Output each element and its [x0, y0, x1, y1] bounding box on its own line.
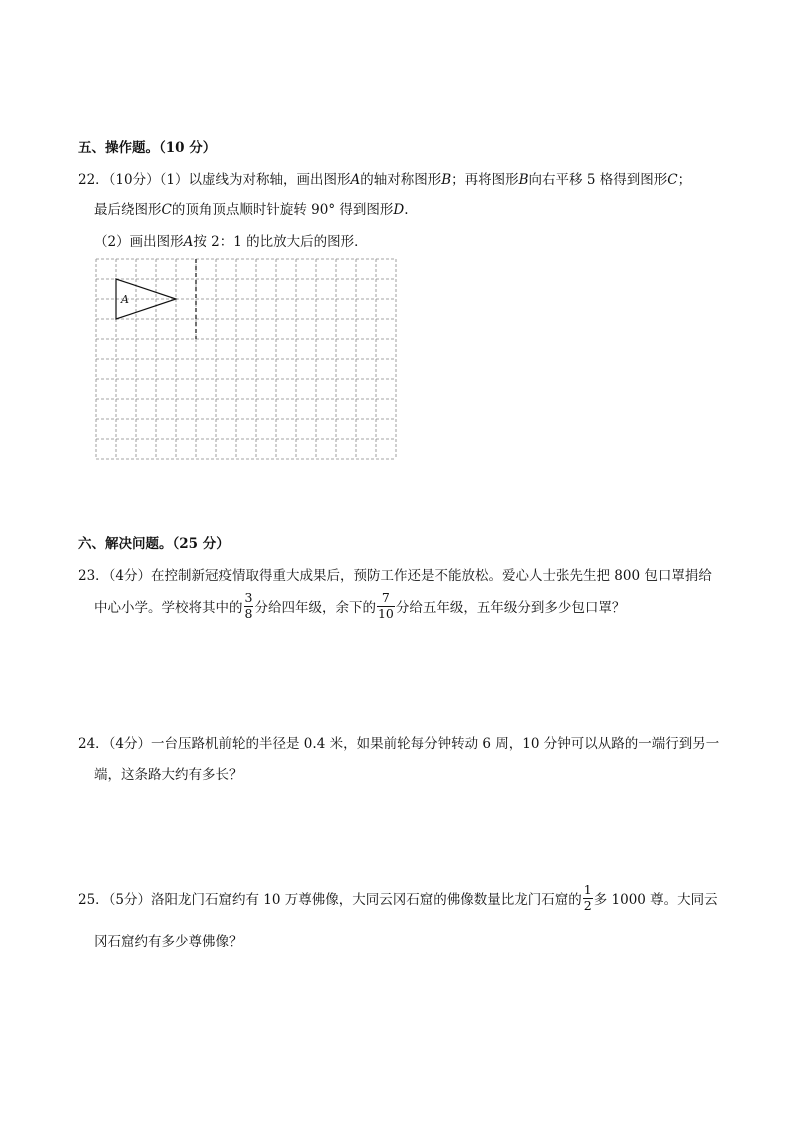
q22-var: C — [161, 202, 172, 218]
q22-text: 22．（10分）（1）以虚线为对称轴，画出图形 — [78, 172, 351, 188]
q23-text: 分给五年级，五年级分到多少包口罩？ — [395, 600, 626, 616]
q25-text: 多 1000 尊。大同云 — [593, 892, 718, 908]
fraction-numerator: 1 — [583, 882, 592, 897]
q23-line1: 23．（4分）在控制新冠疫情取得重大成果后，预防工作还是不能放松。爱心人士张先生把 800 包口罩捐给 — [78, 568, 712, 584]
shape-a-label: A — [121, 293, 129, 306]
grid-lines — [96, 259, 396, 459]
section5-heading: 五、操作题。（10 分） — [78, 140, 217, 156]
q22-var: A — [350, 172, 361, 188]
fraction-denominator: 10 — [377, 605, 394, 621]
fraction-denominator: 8 — [244, 605, 253, 621]
fraction-three-eighths — [244, 592, 254, 620]
q24-line1: 24．（4分）一台压路机前轮的半径是 0.4 米，如果前轮每分钟转动 6 周，10 分钟可以从路的一端行到另一 — [78, 736, 720, 752]
q23-text: 分给四年级，余下的 — [254, 600, 376, 616]
section6-heading: 六、解决问题。（25 分） — [78, 536, 230, 552]
fraction-numerator: 3 — [244, 590, 253, 605]
q22-var: B — [518, 172, 529, 188]
fraction-numerator: 7 — [381, 590, 390, 605]
fraction-denominator: 2 — [583, 897, 592, 913]
q22-text: ；再将图形 — [451, 172, 519, 188]
q23-line2 — [94, 592, 625, 620]
fraction-seven-tenths — [377, 592, 395, 620]
q25-line1 — [78, 884, 718, 912]
q22-text: 的轴对称图形 — [360, 172, 442, 188]
q22-text: . — [404, 202, 409, 218]
q23-text: 中心小学。学校将其中的 — [94, 600, 243, 616]
q22-text: 的顶角顶点顺时针旋转 90° 得到图形 — [171, 202, 394, 218]
fraction-one-half — [583, 884, 593, 912]
q24-line2: 端，这条路大约有多长？ — [94, 767, 243, 783]
q22-line3 — [94, 230, 368, 250]
q22-text: 按 2：1 的比放大后的图形． — [193, 234, 368, 250]
q25-line2: 冈石窟约有多少尊佛像？ — [94, 934, 243, 950]
q22-text: ； — [677, 172, 692, 188]
q22-var: A — [183, 234, 194, 250]
grid-figure — [94, 257, 398, 461]
q25-text: 25．（5分）洛阳龙门石窟约有 10 万尊佛像，大同云冈石窟的佛像数量比龙门石窟的 — [78, 892, 582, 908]
q22-var: B — [441, 172, 452, 188]
q22-text: 向右平移 5 格得到图形 — [528, 172, 668, 188]
q22-var: C — [667, 172, 678, 188]
q22-text: 最后绕图形 — [94, 202, 162, 218]
q22-var: D — [393, 202, 405, 218]
q22-text: （2）画出图形 — [94, 234, 184, 250]
q22-line2 — [94, 198, 408, 218]
q22-line1 — [78, 168, 691, 188]
